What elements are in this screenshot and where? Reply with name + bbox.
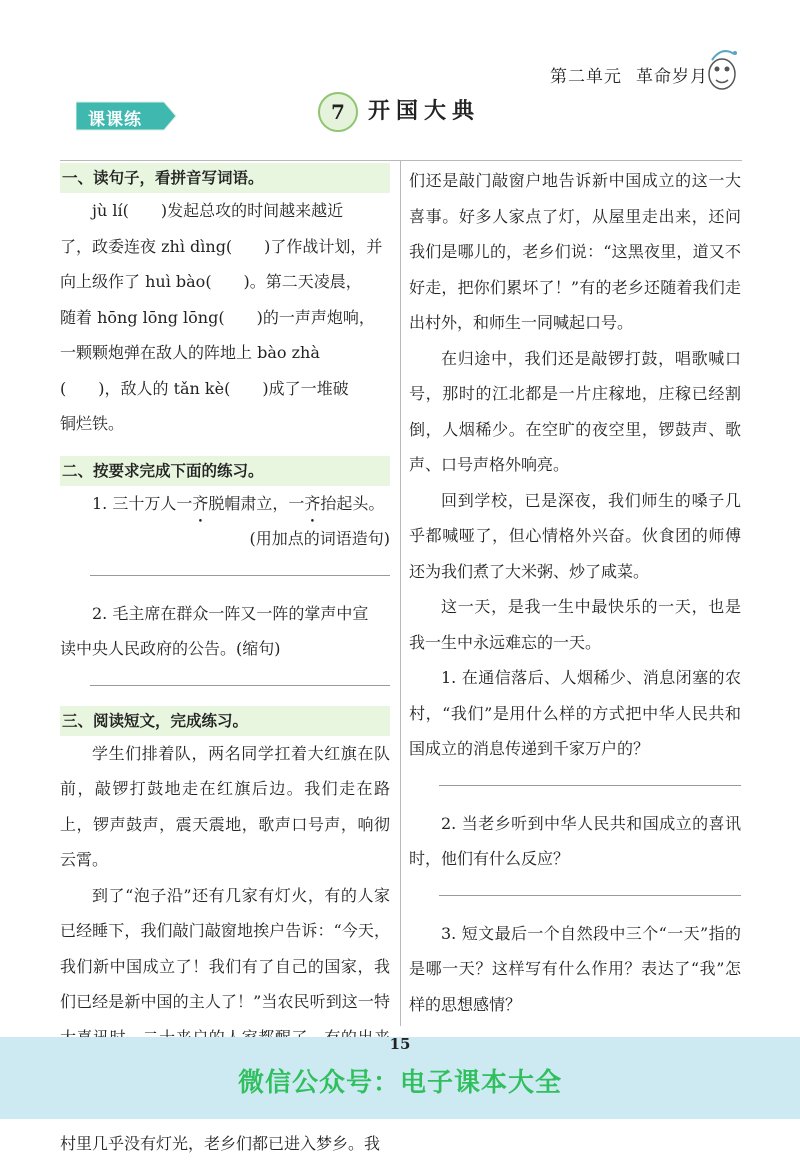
s1-line-2: 了，政委连夜 zhì dìng( )了作战计划，并 [60, 236, 383, 256]
passage-paragraph: 村里几乎没有灯光，老乡们都已进入梦乡。我 [60, 1134, 381, 1153]
right-column [409, 163, 741, 1082]
lesson-title: 开国大典 [368, 99, 481, 124]
s1-line-5: 一颗颗炮弹在敌人的阵地上 bào zhà [60, 343, 320, 362]
s1-line-4: 随着 hōng lōng lōng( )的一声声炮响， [60, 307, 375, 327]
question-2: 2. 当老乡听到中华人民共和国成立的喜讯时，他们有什么反应？ [409, 813, 741, 868]
badge-label: 课课练 [88, 110, 142, 130]
passage-paragraph: 在归途中，我们还是敲锣打鼓，唱歌喊口号，那时的江北都是一片庄稼地，庄稼已经割倒，人烟稀少。在空旷的夜空里，锣鼓声、歌声、口号声格外响亮。 [409, 348, 741, 474]
passage-paragraph: 回到学校，已是深夜，我们师生的嗓子几乎都喊哑了，但心情格外兴奋。伙食团的师傅还为我们煮了大米粥、炒了咸菜。 [409, 490, 741, 581]
s2-q2-line1: 2. 毛主席在群众一阵又一阵的掌声中宣 [92, 603, 369, 623]
emphasis-dot-2: 一 [288, 493, 305, 513]
section2-heading: 二、按要求完成下面的练习。 [60, 456, 390, 486]
question-1: 1. 在通信落后、人烟稀少、消息闭塞的农村，“我们”是用什么样的方式把中华人民共和国成立的消息传递到千家万户的？ [409, 668, 741, 758]
question-3: 3. 短文最后一个自然段中三个“一天”指的是哪一天？这样写有什么作用？表达了“我”怎样的思想感情？ [409, 923, 741, 1014]
s1-line-7: 铜烂铁。 [60, 414, 125, 433]
answer-line[interactable] [439, 895, 741, 896]
mascot-icon [702, 44, 742, 98]
s1-line-1: jù lí( )发起总攻的时间越来越近 [92, 201, 344, 220]
section1-heading: 一、读句子，看拼音写词语。 [60, 163, 390, 193]
s1-line-6: ( )，敌人的 tǎn kè( )成了一堆破 [60, 378, 349, 398]
page-number: 15 [389, 1035, 411, 1053]
unit-header [550, 62, 708, 87]
top-divider [60, 160, 742, 161]
lesson-number: 7 [318, 92, 358, 132]
s2-q1: 1. 三十万人一齐脱帽肃立，一齐抬起头。 [92, 493, 385, 513]
passage-paragraph: 到了“泡子沿”还有几家有灯火，有的人家已经睡下，我们敲门敲窗地挨户告诉：“今天，我们新中国成立了！我们有了自己的国家，我们已经是新中国的主人了！”当农民听到这一特 [60, 885, 390, 1011]
s2-q1-requirement: (用加点的词语造句) [249, 529, 390, 548]
unit-theme: 革命岁月 [636, 67, 708, 87]
section3-heading: 三、阅读短文，完成练习。 [60, 706, 390, 736]
answer-line[interactable] [90, 685, 390, 686]
s2-q2-line2: 读中央人民政府的公告。(缩句) [60, 639, 281, 658]
left-column [60, 163, 390, 1162]
emphasis-dot-1: 一 [176, 493, 193, 513]
watermark: 微信公众号：电子课本大全 [237, 1068, 562, 1098]
unit-label: 第二单元 [550, 67, 622, 87]
passage-paragraph: 这一天，是我一生中最快乐的一天，也是我一生中永远难忘的一天。 [409, 597, 741, 652]
answer-line[interactable] [439, 785, 741, 786]
passage-paragraph: 学生们排着队，两名同学扛着大红旗在队前，敲锣打鼓地走在红旗后边。我们走在路上，锣声鼓声，震天震地，歌声口号声，响彻云霄。 [60, 743, 390, 869]
passage-paragraph: 们还是敲门敲窗户地告诉新中国成立的这一大喜事。好多人家点了灯，从屋里走出来，还问我们是哪儿的，老乡们说：“这黑夜里，道又不好走，把你们累坏了！”有的老乡还随着我们走出村外，和师生一同喊起口号。 [409, 171, 741, 332]
s1-line-3: 向上级作了 huì bào( )。第二天凌晨， [60, 272, 362, 291]
column-divider [400, 160, 401, 1026]
answer-line[interactable] [90, 575, 390, 576]
